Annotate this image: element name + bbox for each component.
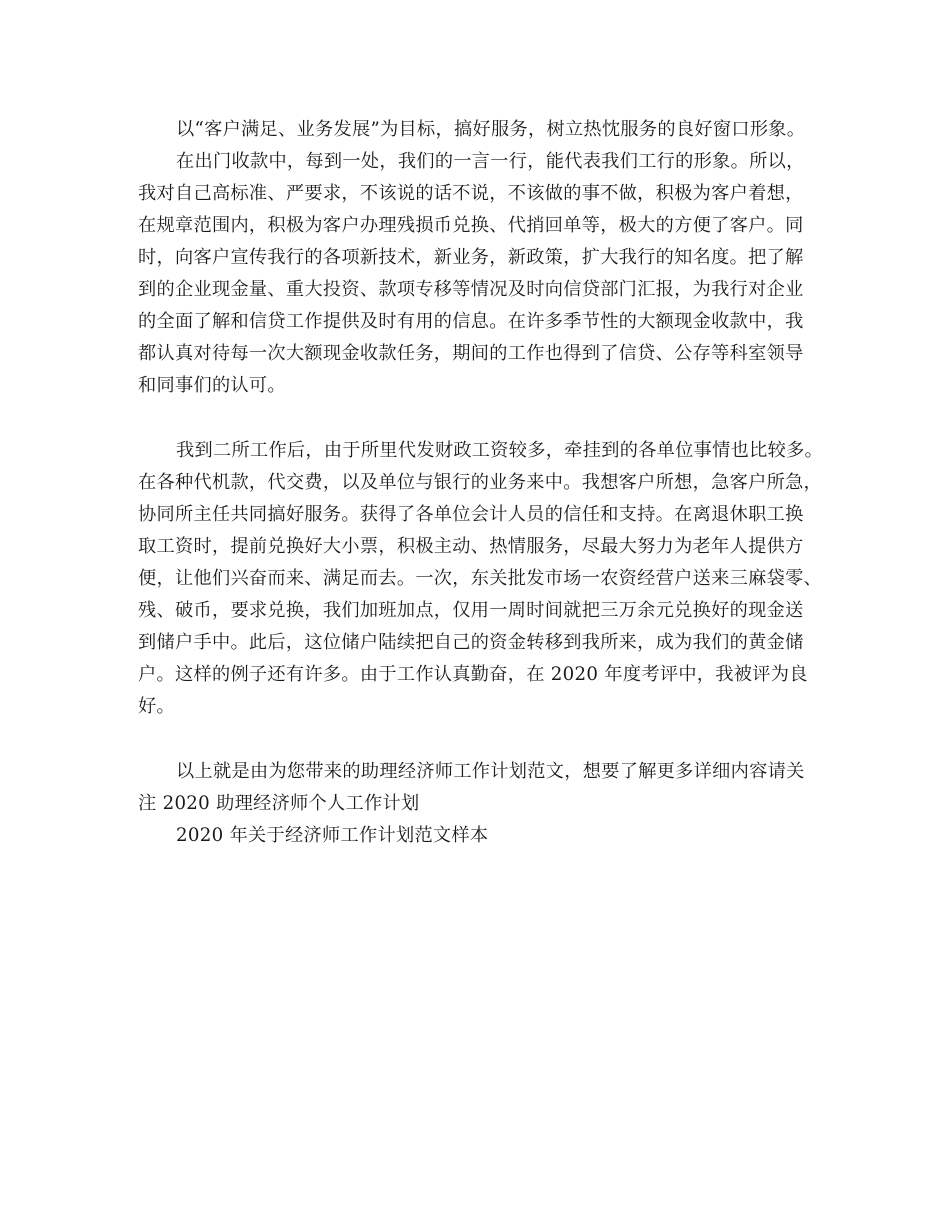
paragraph-4 (138, 756, 824, 820)
paragraph-3-line-4: 取工资时，提前兑换好大小票，积极主动、热情服务，尽最大努力为老年人提供方 (138, 536, 804, 557)
paragraph-2-line-2: 我对自己高标准、严要求，不该说的话不说，不该做的事不做，积极为客户着想， (138, 183, 804, 204)
paragraph-2-line-3: 在规章范围内，积极为客户办理残损币兑换、代捎回单等，极大的方便了客户。同 (138, 215, 804, 236)
paragraph-2-line-7: 都认真对待每一次大额现金收款任务，期间的工作也得到了信贷、公存等科室领导 (138, 343, 804, 364)
paragraph-4-line-1: 以上就是由为您带来的助理经济师工作计划范文，想要了解更多详细内容请关 (176, 761, 805, 782)
paragraph-2 (138, 146, 824, 402)
paragraph-3-line-6: 残、破币，要求兑换，我们加班加点，仅用一周时间就把三万余元兑换好的现金送 (138, 600, 804, 621)
paragraph-3-line-2: 在各种代机款，代交费，以及单位与银行的业务来中。我想客户所想，急客户所急， (138, 472, 823, 493)
paragraph-2-line-5: 到的企业现金量、重大投资、款项专移等情况及时向信贷部门汇报，为我行对企业 (138, 279, 804, 300)
paragraph-2-line-6: 的全面了解和信贷工作提供及时有用的信息。在许多季节性的大额现金收款中，我 (138, 311, 804, 332)
paragraph-5 (138, 820, 824, 852)
paragraph-1-line-1: 以“客户满足、业务发展”为目标，搞好服务，树立热忱服务的良好窗口形象。 (176, 119, 806, 140)
paragraph-3-line-5: 便，让他们兴奋而来、满足而去。一次，东关批发市场一农资经营户送来三麻袋零、 (138, 568, 823, 589)
paragraph-3-line-7: 到储户手中。此后，这位储户陆续把自己的资金转移到我所来，成为我们的黄金储 (138, 632, 804, 653)
paragraph-4-line-2: 注 2020 助理经济师个人工作计划 (138, 793, 420, 814)
paragraph-3-line-1: 我到二所工作后，由于所里代发财政工资较多，牵挂到的各单位事情也比较多。 (176, 440, 824, 461)
paragraph-2-line-1: 在出门收款中，每到一处，我们的一言一行，能代表我们工行的形象。所以， (176, 151, 805, 172)
paragraph-3-line-9: 好。 (138, 696, 175, 717)
paragraph-5-line-1: 2020 年关于经济师工作计划范文样本 (176, 825, 489, 846)
paragraph-3 (138, 435, 824, 723)
paragraph-2-line-8: 和同事们的认可。 (138, 375, 286, 396)
paragraph-3-line-3: 协同所主任共同搞好服务。获得了各单位会计人员的信任和支持。在离退休职工换 (138, 504, 804, 525)
paragraph-1 (138, 114, 824, 146)
paragraph-2-line-4: 时，向客户宣传我行的各项新技术，新业务，新政策，扩大我行的知名度。把了解 (138, 247, 804, 268)
paragraph-3-line-8: 户。这样的例子还有许多。由于工作认真勤奋，在 2020 年度考评中，我被评为良 (138, 664, 808, 685)
